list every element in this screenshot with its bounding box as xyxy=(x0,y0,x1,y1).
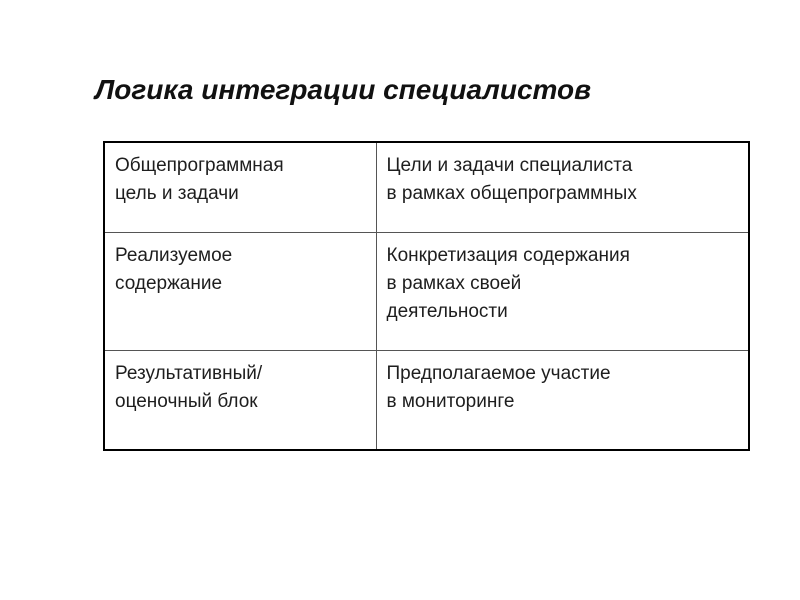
cell-text-line: Общепрограммная xyxy=(115,155,284,176)
cell-text-line: в мониторинге xyxy=(386,391,515,412)
integration-table xyxy=(103,141,750,451)
cell-text-line: Конкретизация содержания xyxy=(386,245,630,266)
cell-text-line: Реализуемое xyxy=(115,245,233,266)
cell-text-line: содержание xyxy=(115,273,223,294)
cell-text-line: Цели и задачи специалиста xyxy=(386,155,633,176)
cell-text-line: Результативный/ xyxy=(115,363,263,384)
table-cell-right xyxy=(376,142,749,233)
table-cell-right xyxy=(376,233,749,351)
slide-title: Логика интеграции специалистов xyxy=(95,74,592,105)
table-row xyxy=(104,351,749,451)
cell-text-line: Предполагаемое участие xyxy=(386,363,611,384)
cell-text-line: оценочный блок xyxy=(115,391,258,412)
cell-text-line: в рамках общепрограммных xyxy=(386,183,637,204)
table-row xyxy=(104,233,749,351)
cell-text-line: деятельности xyxy=(386,301,508,322)
table-cell-left xyxy=(104,142,376,233)
table-cell-left xyxy=(104,351,376,451)
cell-text-line: цель и задачи xyxy=(115,183,239,204)
cell-text-line: в рамках своей xyxy=(386,273,522,294)
table-cell-left xyxy=(104,233,376,351)
table-cell-right xyxy=(376,351,749,451)
table-row xyxy=(104,142,749,233)
